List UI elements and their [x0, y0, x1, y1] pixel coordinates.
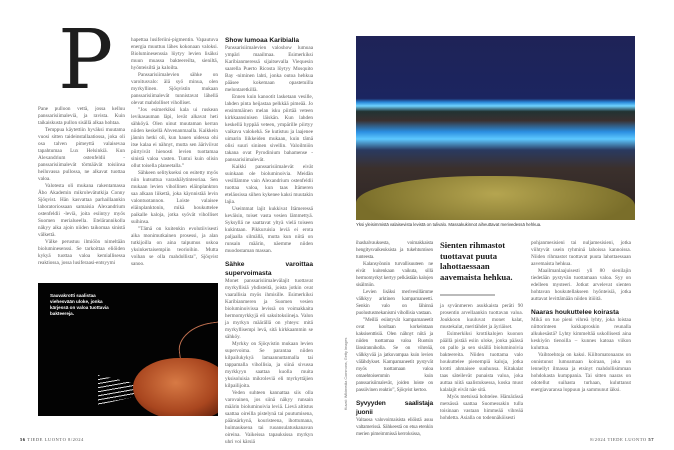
article-column [356, 240, 433, 438]
paragraph: pohjanmesisieni tai nuljamesisieni, jotka viihtyvät usein ryhminä lahoissa kannoissa. Niiden rihmastot tuottavat puuta lahottaessaan aavemaista hehkua. [531, 240, 631, 267]
paragraph: Veden suhteen kannattaa siis olla varovainen, jos siinä näkyy runsain määrin bioluminoivia leviä. Lievä altistus saattaa oireilla pistelynä tai puutumisena, päänsärkynä, kouristeena, ihottumana, huimauksena tai ruoansulatuskanavan oireina. Vaikeissa tapauksissa myrkyn uhri voi kärsiä [225, 390, 313, 445]
magazine-issue: TIEDE LUONTO 8/2024 [27, 437, 84, 442]
paragraph: hapettaa lusiferiini-pigmentin. Vapautuva energia muuttuu lähes kokonaan valoksi. Bioluminesenssia löytyy levien lisäksi muun muassa bakteereilta, sieniltä, hyönteisiltä ja kaloilta. [131, 37, 218, 71]
anglerfish-photo [38, 283, 218, 416]
section-heading: Show lumoaa Karibialla [225, 37, 300, 44]
paragraph: Sähkeen selitykseksi on esitetty myös niin kutsuttua varashälytinteoriaa. Sen mukaan levien vihollinen eläinplankton saa alkaan liikettä, joka käynnistää levin valontuotannon. Loiste valaisee eläinplanktonin, mikä houkuttelee paikalle kaloja, jotka syövät viholliset suihinsa. [131, 170, 218, 225]
photo-caption: Yksi yleisimmistä valaisevista levistä on tulivalo. Massakukinnot aiheuttavat merivedessä hehkua. [356, 222, 542, 227]
paragraph: ”Tämä on kuitenkin evolutiivisesti aika monimutkainen prosessi, ja alan tutkijoilla on aina taipumus uskoa yksinkertaisempiin teorioihin. Mutta voihan se olla mahdollista”, Sjöqvist sanoo. [131, 226, 218, 267]
drop-cap: P [58, 13, 114, 108]
anglerfish-body [133, 358, 218, 416]
paragraph: Kaikki panssarisiimalevät eivät suinkaan ole bioluminoivia. Meidän vesillämme vain Alexandrium ostenfeldii tuottaa valoa, kun taas Itämeren eteläosissa siihen kykenee kaksi muutakin lajia. [225, 164, 313, 205]
page-footer [590, 437, 654, 442]
paragraph: Valtaosa valovoimaisista eliöistä asuu valtamerissä. Sähkeestä on etua etenkin merien pimeimmissä kerroksissa, [356, 417, 433, 437]
paragraph: Panssarisiimalevien sähke on varoitusvalo: älä syö minua, olen myrkyllinen. Sjöqvistin mukaan panssarisiimalevät tunnistavat lähellä olevat mahdolliset viholliset. [131, 72, 218, 106]
section-heading: Sähke varoittaa supervoimasta [225, 261, 313, 277]
anglerfish-tail [98, 375, 138, 405]
paragraph: Myös metsissä hohtelee. Hämärässä metsässä saattaa Suomessakin tulla toisinaan vastaan himmeää vihreää hohdetta. Asialla on todennäköisesti [440, 394, 523, 421]
paragraph: Vaihtoehtoja on kaksi. Kiiltomatonaaras on onnistunut lumoamaan koiraan, joka on lennellyt ilmassa ja etsinyt mahdollisimman hohdokasta kumppania. Tai sitten naaras on odotellut suihasta turhaan, kuluttanut energiavaransa loppuun ja sammunut iäksi. [531, 352, 631, 393]
page-number: 57 [648, 437, 654, 442]
bioluminescent-sea-photo [356, 36, 635, 220]
paragraph: Valotesta oli mukana rakentamassa Åbo Akademin mikrolevätutkija Conny Sjöqvist. Hän kasvattaa parhaillaankin laboratoriossaan samaisia Alexandrium ostenfeldii -leviä, joita esiintyy myös Suomen merialueella. Etelärannikolla näkyy aika ajoin niiden taikomaa sinistä välkettä. [38, 183, 125, 238]
paragraph: Maailmanlaajuisesti yli 80 sienilajin tiedetään pystyvän tuottamaan valoa. Syy on edelleen mysteeri. Jotkut arvelevat sienten hohtavan houkutellakseen hyönteisiä, jotka auttavat levittämään niiden itiöitä. [531, 268, 631, 302]
paragraph: Pane pulloon vettä, jossa kelluu panssarisiimaleviä, ja ravista. Kuin taikaiskusta pullon sisällä alkaa hohtaa. [38, 106, 125, 126]
article-column [131, 37, 218, 268]
article-column [531, 240, 631, 394]
page-footer [20, 437, 84, 442]
section-heading: Naaras houkuttelee koirasta [531, 309, 619, 316]
paragraph: Levien lisäksi merivesillämme välkkyy arktinen kampamaneetti. Senkin valo on lähinnä puolustusmekanismi vihollisia vastaan. [356, 289, 433, 316]
paragraph: ”Jos esimerkiksi kala ui ruskean levikasauman läpi, levät alkavat heti sähköyä. Olen uinut muutaman kerran niiden keskellä Ahvenanmaalla. Kaikkein jännin hetki oli, kun hauen uidessa ohi itse kalaa ei nähnyt, mutta sen ääriviivat piirtyivät hienosti levien tuottamaa sinistä valoa vasten. Tuntui kuin olisin ollut toisella planeetalla.” [131, 107, 218, 169]
paragraph: Panssarisiimalevien valoshow lumoaa ympäri maailmaa. Esimerkiksi Karibianmeressä sijaitsevalla Viequesin saarella Puerto Ricosta löytyy Mosquito Bay -niminen lahti, jonka outoa hehkua pääsee kokemaan opastetuilla melontaretkillä. [225, 45, 313, 93]
photo-caption: Sauvakrotti saalistaa viehesvään uloke, jonka kärjessä on valoa tuottavia bakteereja. [50, 293, 109, 316]
paragraph: Esimerkiksi krottikalojen kuonon päällä pistää esiin uloke, jonka päässä on pallo ja sen sisällä bioluminoivia bakteereita. Niiden tuottama valo houkuttelee pienempiä kaloja, jotka krotti ahmaisee suuhunsa. Kitakalat taas säteilevät punaista valoa, joka auttaa niitä saalistuksessa, koska muut kalalajit eivät näe sitä. [440, 331, 523, 393]
paragraph: Myrkky on Sjöqvistin mukaan levien supervoima. Se parantaa niiden kilpailukykyä lamaannuttamalla tai tappamalla vihollisia, ja siinä sivussa myrkkyyn saattaa kuolla muita yksisoluisia mikroleviä eli myrkyttäjien kilpailijoita. [225, 341, 313, 389]
divider [440, 294, 495, 296]
pull-quote: Sienten rihmastot tuottavat puuta lahottaessaan aavemaista hehkua. [440, 240, 513, 282]
paragraph: Ennen kuin kanootit lasketaan vesille, lahden pinta heijastaa pelkkää pimeää. Jo ensimmäinen melan isku piirtää veteen kirkkaansinisen läiskän. Kun lahden keskellä hyppää veteen, ympärille piirtyy vaikava valokehä. Se kutistuu ja laajenee uimarin liikkeiden mukaan, kuin tämä olisi suuri sininen sivellin. Valoilmiön takana ovat Pyrodinium bahamense -panssarisiimalevät. [225, 94, 313, 163]
article-column [225, 36, 313, 446]
paragraph: Kalansyönnin turvallisuuteen ne eivät kuitenkaan vaikuta, sillä hermomyrkyt kertyy pelkästään kalojen sisälmiin. [356, 261, 433, 288]
article-column [38, 106, 125, 267]
paragraph: Temppua käytettiin hyväksi muutama vuosi sitten taideinstallaatiossa, joka oli osa talven pimeyttä valaisevaa tapahtumaa Lux Helsinkiä. Kun Alexandrium ostenfeldii -panssarisiimalevät törmäävät toisiinsa heiluvassa pullossa, ne alkavat tuottaa valoa. [38, 127, 125, 182]
page-number: 56 [20, 437, 26, 442]
rock [356, 176, 635, 220]
paragraph: ihashalvauksesta, voimakkaista hengitysvaikeuksista ja tukehtumisen tunteesta. [356, 240, 433, 260]
paragraph: ja syvänmeren asukkaista peräti 90 prosentin arvellaankin tuottavan valoa. Joukkoon kuuluvat monet kalat, mustekalat, meritähdet ja äyriäiset. [440, 303, 523, 330]
magazine-issue: 8/2024 TIEDE LUONTO [590, 437, 647, 442]
photo-credit: Kuvat: Wikimedia Commons, Getty Images [344, 337, 348, 410]
article-column [440, 303, 523, 422]
paragraph: ”Meillä esiintyvät kampamaneetit ovat kooltaan korkeintaan kaksisenttisiä. Olen nähnyt niitä ja niiden tuottamaa valoa Ruotsin länsirannikolla. Se on vihreää, välkkyvää ja jatkuvampaa kuin levien välähdykset. Kampamaneetit pystyvät myös tuottamaan valoa omaehtoisemmin kuin panssarisiimalevät, joiden loiste on passiivinen reaktio”, Sjöqvist kertoo. [356, 317, 433, 393]
section-heading: Syvyyden saalistaja juonii [356, 400, 433, 416]
paragraph: Useimmat lajit kukkivat Itämeressä keväisin, toiset vasta vesien lämmettyä. Syksyllä ne saattavat yltyä vielä toiseen kukintaan. Pikkuruisia leviä ei erota paljaalla silmällä, mutta kun niitä on runsain määrin, näemme niiden muodostaman massan. [225, 206, 313, 254]
paragraph: Monet panssarisiimalevälajit tuottavat myrkyllisiä yhdisteitä, joista jotkin ovat vaarallisia myös ihmisille. Esimerkiksi Karibianmeren ja Suomen vesien bioluminoivissa levissä on voimakkaita hermomyrkkyjä eli saksitoksiineja. Valon ja myrkyn määrällä on yhteys: mitä myrkyllisempi levä, sitä kirkkaammin se sähköy. [225, 278, 313, 340]
paragraph: Mikä on tuo pieni vihreä lyhty, joka loistaa niittorinteen kukkaproskin reunalla alkukesästä? Lyhty kimmeltää uskollisesti aina keskiyön tienoilla – kunnes katoaa viikon kuluttua. [531, 317, 631, 351]
paragraph: Välke perustuu ilmiöön nimeltään bioluminesenssi. Se tarkoittaa eliöiden kykyä tuottaa valoa kemiallisessa reaktiossa, jossa lusiferaasi-entsyymi [38, 239, 125, 266]
